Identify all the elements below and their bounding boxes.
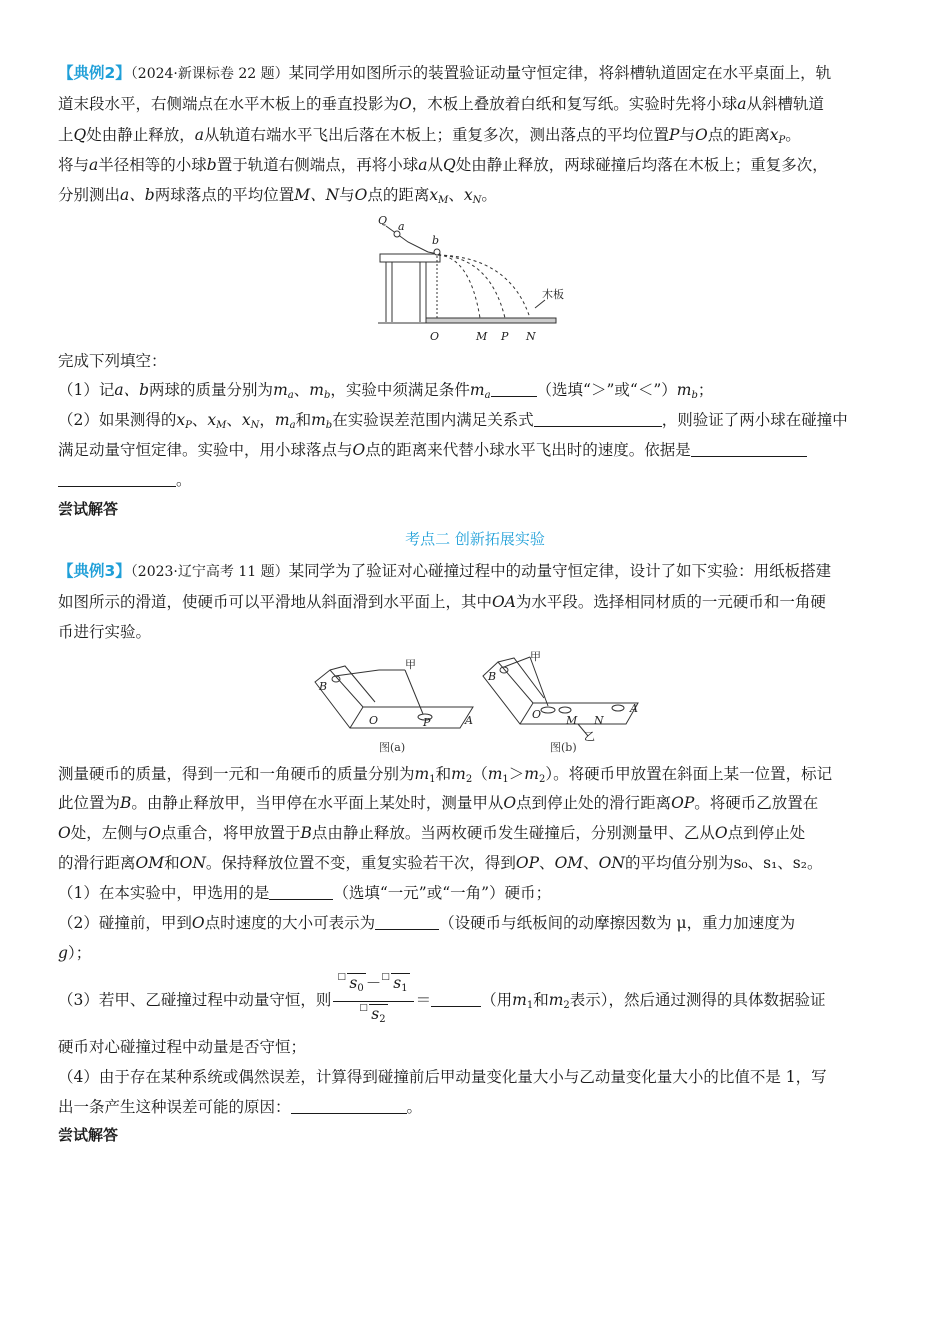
svg-text:甲: 甲 bbox=[405, 658, 416, 671]
q2-relation-blank[interactable] bbox=[534, 411, 662, 427]
example2-q2-line3: 。 bbox=[58, 469, 898, 491]
example3-line2: 如图所示的滑道，使硬币可以平滑地从斜面滑到水平面上，其中OA为水平段。选择相同材质的一元硬币和一角硬 bbox=[58, 593, 826, 611]
example2-q2: （2）如果测得的$x_P$、$x_M$、$x_N$，$m_a$和$m_b$在实验误差范围内满足关系式 ，则验证了两小球在碰撞中 bbox=[58, 411, 848, 431]
example2-line5: 分别测出a、b两球落点的平均位置M、N与O点的距离$x_M$、$x_N$。 bbox=[58, 186, 497, 206]
example3-q4: （4）由于存在某种系统或偶然误差，计算得到碰撞前后甲动量变化量大小与乙动量变化量大小的比值不是 1，写 bbox=[58, 1068, 827, 1086]
fig-label-Q: Q bbox=[378, 214, 388, 227]
momentum-ratio-fraction: □ $s_0$ － □ $s_1$ □ $s_2$ bbox=[333, 973, 413, 1030]
projectile-apparatus-figure bbox=[370, 212, 580, 347]
svg-text:B: B bbox=[319, 680, 328, 693]
svg-text:A: A bbox=[465, 714, 473, 727]
fig-label-N: N bbox=[526, 330, 536, 343]
svg-text:N: N bbox=[594, 714, 604, 727]
svg-text:P: P bbox=[423, 716, 431, 729]
example3-try-answer: 尝试解答 bbox=[58, 1126, 119, 1144]
fig-label-O: O bbox=[430, 330, 440, 343]
example3-q3: （3）若甲、乙碰撞过程中动量守恒，则 □ $s_0$ － □ $s_1$ □ $s_2$ ＝ （用$m_1$和$m_2$表示），然后通过测得的具体数据验证 bbox=[58, 972, 898, 1028]
svg-text:甲: 甲 bbox=[530, 650, 541, 663]
q1-answer-blank[interactable] bbox=[491, 381, 537, 397]
svg-text:乙: 乙 bbox=[584, 730, 595, 743]
example3-q3-line2: 硬币对心碰撞过程中动量是否守恒； bbox=[58, 1038, 307, 1056]
figure-b-caption: 图(b) bbox=[550, 741, 577, 754]
example3-line7: 的滑行距离OM和ON。保持释放位置不变，重复实验若干次，得到OP、OM、ON的平均值分别为s₀、s₁、s₂。 bbox=[58, 854, 823, 872]
example2-try-answer: 尝试解答 bbox=[58, 500, 119, 518]
q2-basis-blank[interactable] bbox=[691, 441, 807, 457]
example2-source: （2024·新课标卷 22 题） bbox=[130, 66, 289, 82]
fig-label-P: P bbox=[501, 330, 509, 343]
example3-line6: O处，左侧与O点重合，将甲放置于B点由静止释放。当两枚硬币发生碰撞后，分别测量甲、乙从O点到停止处 bbox=[58, 824, 806, 842]
example3-tag: 【典例3】 bbox=[58, 562, 131, 580]
example2-q1: （1）记a、b两球的质量分别为$m_a$、$m_b$，实验中须满足条件$m_a$ （选填“＞”或“$<”)m_b$； bbox=[58, 381, 714, 401]
ratio-answer-blank[interactable] bbox=[431, 991, 481, 1007]
example3-line4: 测量硬币的质量，得到一元和一角硬币的质量分别为$m_1$和$m_2(m_1>m_2)$。将硬币甲放置在斜面上某一位置，标记 bbox=[58, 765, 833, 785]
svg-text:B: B bbox=[488, 670, 497, 683]
example3-q2: （2）碰撞前，甲到O点时速度的大小可表示为 （设硬币与纸板间的动摩擦因数为 μ，重力加速度为 bbox=[58, 914, 796, 932]
figure-a-caption: 图(a) bbox=[379, 741, 406, 754]
example3-source: （2023·辽宁高考 11 题） bbox=[130, 564, 289, 580]
coin-choice-blank[interactable] bbox=[269, 884, 333, 900]
svg-text:M: M bbox=[566, 714, 578, 727]
section-title: 考点二 创新拓展实验 bbox=[405, 530, 545, 548]
example3-q1: （1）在本实验中，甲选用的是 （选填“一元”或“一角”）硬币； bbox=[58, 884, 552, 902]
svg-text:O: O bbox=[532, 708, 542, 721]
fig-label-board: 木板 bbox=[542, 288, 564, 301]
fill-intro: 完成下列填空： bbox=[58, 352, 167, 370]
svg-text:O: O bbox=[369, 714, 379, 727]
example2-line3: 上Q处由静止释放，a从轨道右端水平飞出后落在木板上；重复多次，测出落点的平均位置P与O点的距离$x_P$。 bbox=[58, 126, 801, 146]
example2-line1: 【典例2】（2024·新课标卷 22 题）某同学用如图所示的装置验证动量守恒定律，将斜槽轨道固定在水平桌面上，轨 bbox=[58, 64, 832, 82]
example3-line1: 【典例3】（2023·辽宁高考 11 题）某同学为了验证对心碰撞过程中的动量守恒定律，设计了如下实验：用纸板搭建 bbox=[58, 562, 832, 580]
svg-text:A: A bbox=[630, 702, 638, 715]
coin-ramp-figure-a bbox=[305, 652, 480, 757]
fig-label-b: b bbox=[432, 234, 440, 247]
q2-basis-blank-cont[interactable] bbox=[58, 471, 176, 487]
example2-tag: 【典例2】 bbox=[58, 64, 131, 82]
example2-line4: 将与a半径相等的小球b置于轨道右侧端点，再将小球a从Q处由静止释放，两球碰撞后均落在木板上；重复多次， bbox=[58, 156, 828, 174]
example2-line2: 道末段水平，右侧端点在水平木板上的垂直投影为O，木板上叠放着白纸和复写纸。实验时先将小球a从斜槽轨道 bbox=[58, 95, 825, 113]
fig-label-M: M bbox=[476, 330, 488, 343]
coin-ramp-figure-b bbox=[478, 648, 648, 758]
error-reason-blank[interactable] bbox=[291, 1098, 407, 1114]
example3-q4-line2: 出一条产生这种误差可能的原因： 。 bbox=[58, 1098, 423, 1116]
example2-q2-line2: 满足动量守恒定律。实验中，用小球落点与O点的距离来代替小球水平飞出时的速度。依据是 bbox=[58, 439, 898, 461]
speed-expression-blank[interactable] bbox=[375, 914, 439, 930]
example3-line3: 币进行实验。 bbox=[58, 623, 152, 641]
example3-q2-line2: g）； bbox=[58, 944, 92, 962]
fig-label-a: a bbox=[398, 220, 405, 233]
example3-line5: 此位置为B。由静止释放甲，当甲停在水平面上某处时，测量甲从O点到停止处的滑行距离OP。将硬币乙放置在 bbox=[58, 794, 819, 812]
